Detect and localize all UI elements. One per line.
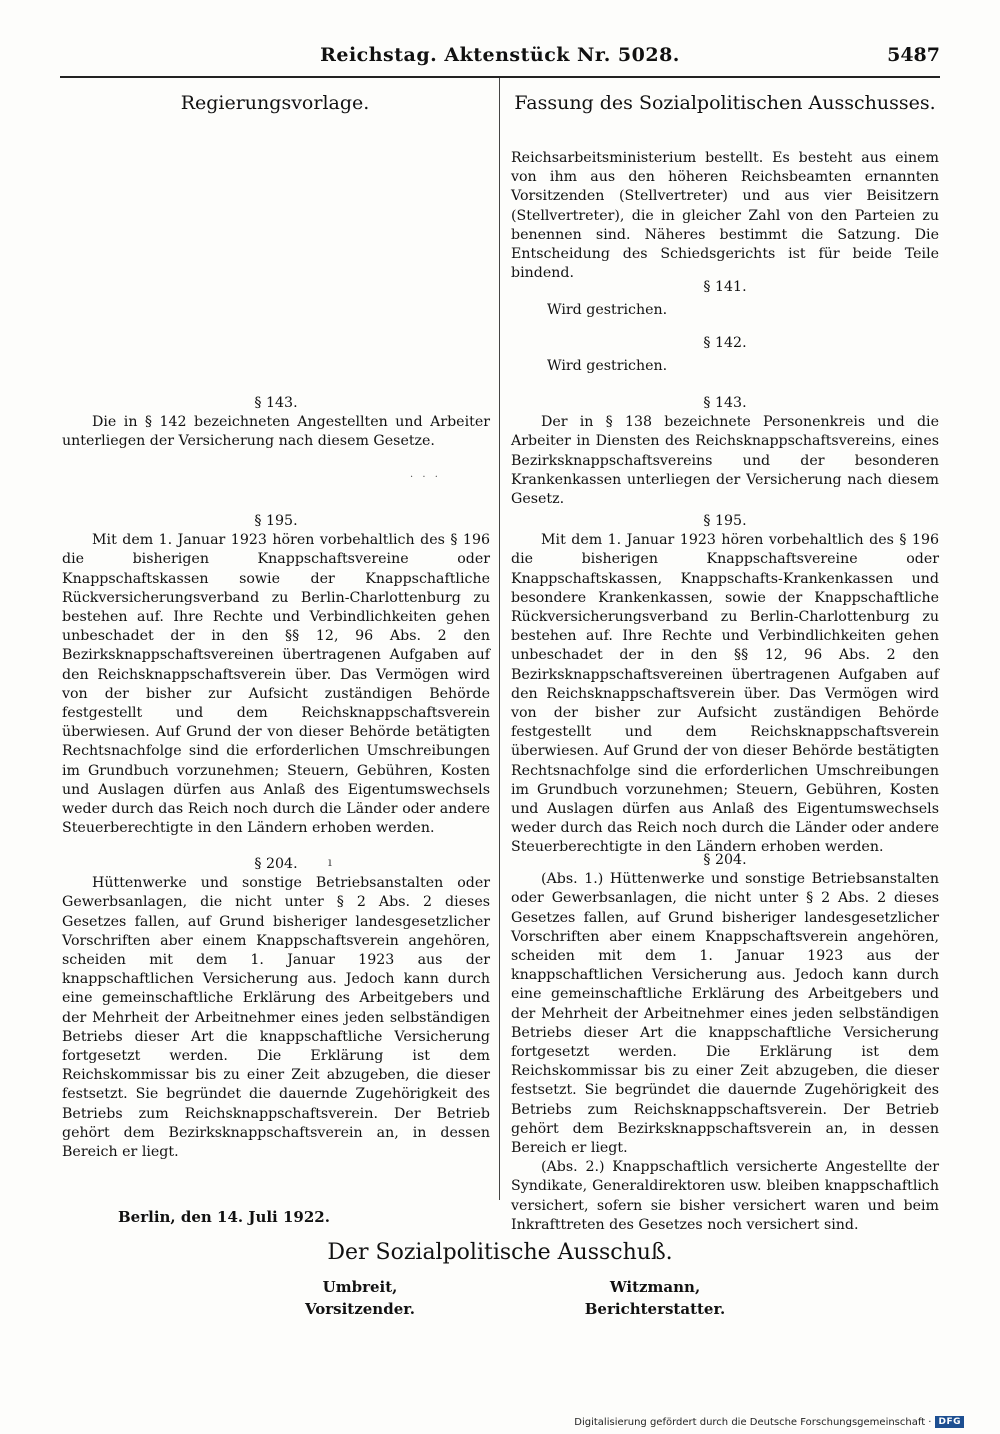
left-s204-text: Hüttenwerke und sonstige Betriebsanstalten oder Gewerbsanlagen, die nicht unter § 2 Abs. 2 dieses Gesetzes fallen, auf Grund bisheriger landesgesetzlicher Vorschriften aber einem Knappschaftsverein angehören, scheiden mit dem 1. Januar 1923 aus der knappschaftlichen Versicherung aus. Jedoch kann durch eine gemeinschaftliche Erklärung des Arbeitgebers und der Mehrheit der Arbeitnehmer eines jeden selbständigen Betriebs dieser Art die knappschaftliche Versicherung fortgesetzt werden. Die Erklärung ist dem Reichskommissar bis zu einer Zeit abzugeben, die dieser festsetzt. Sie begründet die dauernde Zugehörigkeit des Betriebs zum Reichsknappschaftsverein. Der Betrieb gehört dem Bezirksknappschaftsverein an, in dessen Bereich er liegt. — [62, 875, 490, 1161]
right-s195-heading: § 195. — [703, 513, 747, 529]
right-column-heading: Fassung des Sozialpolitischen Ausschusses. — [514, 92, 936, 114]
right-intro-text: Reichsarbeitsministerium bestellt. Es besteht aus einem von ihm aus den höheren Reichsbeamten ernannten Vorsitzenden (Stellvertreter) und aus vier Beisitzern (Stellvertreter), die in gleicher Zahl von den Parteien zu benennen sind. Näheres bestimmt die Satzung. Die Entscheidung des Schiedsgerichts ist für beide Teile bindend. — [511, 150, 939, 282]
signature-rapporteur — [575, 1276, 735, 1320]
header-rule — [60, 76, 940, 78]
left-s143-text: Die in § 142 bezeichneten Angestellten und Arbeiter unterliegen der Versicherung nach diesem Gesetze. — [62, 414, 490, 450]
left-s195-text: Mit dem 1. Januar 1923 hören vorbehaltlich des § 196 die bisherigen Knappschaftsvereine oder Knappschaftskassen sowie der Knappschaftliche Rückversicherungsverband zu Berlin-Charlottenburg zu bestehen auf. Ihre Rechte und Verbindlichkeiten gehen unbeschadet der in den §§ 12, 96 Abs. 2 den Bezirksknappschaftsvereinen übertragenen Aufgaben auf den Reichsknappschaftsverein über. Das Vermögen wird von der bisher zur Aufsicht zuständigen Behörde festgestellt und dem Reichsknappschaftsverein überwiesen. Auf Grund der von dieser Behörde betätigten Rechtsnachfolge sind die erforderlichen Umschreibungen im Grundbuch vorzunehmen; Steuern, Gebühren, Kosten und Auslagen dürfen aus Anlaß des Eigentumswechsels weder durch das Reich noch durch die Länder oder andere Steuerberechtigte in den Ländern erhoben werden. — [62, 532, 490, 837]
chair-role: Vorsitzender. — [305, 1300, 415, 1318]
running-title: Reichstag. Aktenstück Nr. 5028. — [320, 44, 680, 66]
dateline: Berlin, den 14. Juli 1922. — [118, 1208, 330, 1226]
left-s204-heading: § 204. — [254, 856, 298, 872]
right-section-143 — [511, 394, 939, 509]
left-s195-heading: § 195. — [254, 513, 298, 529]
right-section-195 — [511, 512, 939, 858]
column-divider — [499, 78, 500, 1200]
decorative-dots: · · · — [410, 472, 441, 483]
right-s143-heading: § 143. — [703, 395, 747, 411]
page-number: 5487 — [887, 44, 940, 66]
dfg-logo: DFG — [935, 1416, 964, 1428]
left-section-204 — [62, 855, 490, 1162]
committee-name: Der Sozialpolitische Ausschuß. — [327, 1240, 673, 1265]
right-s204-heading: § 204. — [703, 852, 747, 868]
right-s204-abs2: (Abs. 2.) Knappschaftlich versicherte Angestellte der Syndikate, Generaldirektoren usw. bleiben knappschaftlich versichert, sofern sie bisher versichert waren und beim Inkrafttreten des Gesetzes noch versichert sind. — [511, 1159, 939, 1233]
right-s143-text: Der in § 138 bezeichnete Personenkreis und die Arbeiter in Diensten des Reichsknappschaftsvereins, eines Bezirksknappschaftsvereins und der besonderen Krankenkassen unterliegen der Versicherung nach diesem Gesetz. — [511, 414, 939, 508]
left-column-heading: Regierungsvorlage. — [180, 92, 370, 114]
chair-name: Umbreit, — [322, 1278, 398, 1296]
print-mark: ı — [328, 855, 332, 869]
rapporteur-role: Berichterstatter. — [584, 1300, 726, 1318]
digitization-footer — [574, 1416, 964, 1428]
signature-chair — [290, 1276, 430, 1320]
rapporteur-name: Witzmann, — [609, 1278, 701, 1296]
footer-credit: Digitalisierung gefördert durch die Deutsche Forschungsgemeinschaft · — [574, 1416, 932, 1428]
right-s204-abs1: (Abs. 1.) Hüttenwerke und sonstige Betriebsanstalten oder Gewerbsanlagen, die nicht unter § 2 Abs. 2 dieses Gesetzes fallen, auf Grund bisheriger landesgesetzlicher Vorschriften aber einem Knappschaftsverein angehören, scheiden mit dem 1. Januar 1923 aus der knappschaftlichen Versicherung aus. Jedoch kann durch eine gemeinschaftliche Erklärung des Arbeitgebers und der Mehrheit der Arbeitnehmer eines jeden selbständigen Betriebs dieser Art die knappschaftliche Versicherung fortgesetzt werden. Die Erklärung ist dem Reichskommissar bis zu einer Zeit abzugeben, die dieser festsetzt. Sie begründet die dauernde Zugehörigkeit des Betriebs zum Reichsknappschaftsverein. Der Betrieb gehört dem Bezirksknappschaftsverein an, in dessen Bereich er liegt. — [511, 871, 939, 1157]
right-s195-text: Mit dem 1. Januar 1923 hören vorbehaltlich des § 196 die bisherigen Knappschaftsvereine oder Knappschaftskassen, Knappschafts-Krankenkassen und besondere Krankenkassen, sowie der Knappschaftliche Rückversicherungsverband zu Berlin-Charlottenburg zu bestehen auf. Ihre Rechte und Verbindlichkeiten gehen unbeschadet der in den §§ 12, 96 Abs. 2 den Bezirksknappschaftsvereinen übertragenen Aufgaben auf den Reichsknappschaftsverein über. Das Vermögen wird von der bisher zur Aufsicht zuständigen Behörde festgestellt und dem Reichsknappschaftsverein überwiesen. Auf Grund der von dieser Behörde bestätigten Rechtsnachfolge sind die erforderlichen Umschreibungen im Grundbuch vorzunehmen; Steuern, Gebühren, Kosten und Auslagen dürfen aus Anlaß des Eigentumswechsels weder durch das Reich noch durch die Länder oder andere Steuerberechtigte in den Ländern erhoben werden. — [511, 532, 939, 856]
right-s141-text: Wird gestrichen. — [547, 302, 668, 319]
right-section-141 — [511, 278, 939, 320]
left-s143-heading: § 143. — [254, 395, 298, 411]
left-section-143 — [62, 394, 490, 452]
right-s142-text: Wird gestrichen. — [547, 358, 668, 375]
right-section-intro — [511, 149, 939, 283]
right-s142-heading: § 142. — [703, 335, 747, 351]
left-section-195 — [62, 512, 490, 838]
page-header — [60, 44, 940, 70]
right-s141-heading: § 141. — [703, 279, 747, 295]
right-section-204 — [511, 851, 939, 1235]
right-section-142 — [511, 334, 939, 376]
